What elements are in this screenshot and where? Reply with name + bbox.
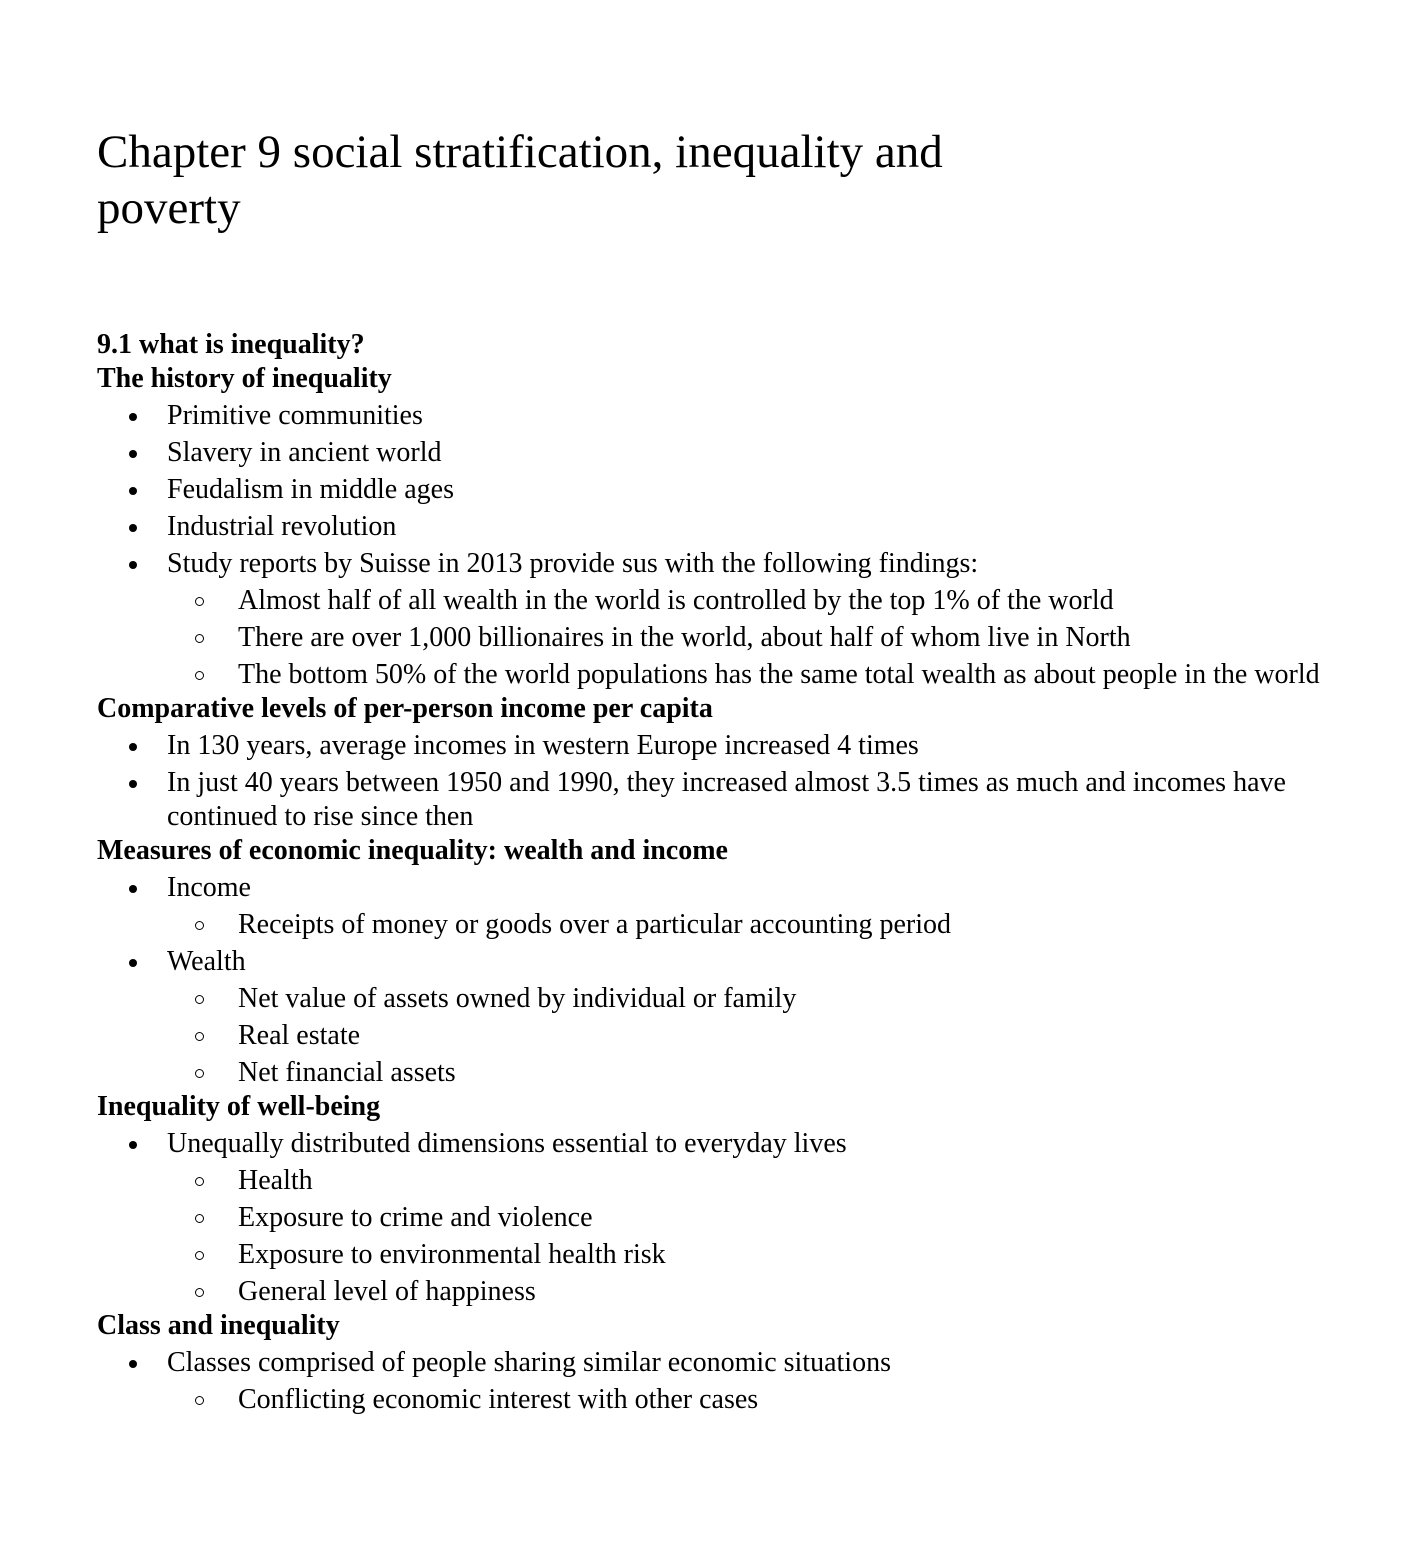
bullet-circle-icon xyxy=(195,671,204,680)
list-item-text: In 130 years, average incomes in western Europe increased 4 times xyxy=(167,730,919,761)
list-item-text: Feudalism in middle ages xyxy=(167,474,454,505)
bullet-circle-icon xyxy=(195,634,204,643)
section-heading: The history of inequality xyxy=(97,363,392,394)
bullet-circle-icon xyxy=(195,1177,204,1186)
sub-list-item xyxy=(97,658,1418,692)
bullet-disc-icon xyxy=(129,524,137,532)
sub-list-item xyxy=(97,1238,1200,1272)
bullet-circle-icon xyxy=(195,921,204,930)
bullet-list xyxy=(97,399,1320,692)
list-item xyxy=(97,945,1200,979)
list-item-text: Income xyxy=(167,872,251,903)
list-item-text: Unequally distributed dimensions essential to everyday lives xyxy=(167,1128,847,1159)
bullet-disc-icon xyxy=(129,885,137,893)
section-heading: Measures of economic inequality: wealth and income xyxy=(97,835,728,866)
sub-list-item-text: Health xyxy=(238,1165,313,1196)
section-heading: Inequality of well-being xyxy=(97,1091,381,1122)
sub-list-item xyxy=(97,1164,1200,1198)
sub-list-item-text: There are over 1,000 billionaires in the world, about half of whom live in North xyxy=(238,622,1131,653)
document-content xyxy=(97,124,1320,1436)
sub-list-item xyxy=(97,1383,1200,1417)
sub-list-item-text: Conflicting economic interest with other cases xyxy=(238,1384,759,1415)
list-item xyxy=(97,436,1200,470)
list-item xyxy=(97,871,1200,905)
sub-list-item xyxy=(97,1019,1200,1053)
bullet-disc-icon xyxy=(129,780,137,788)
bullet-list xyxy=(97,1127,1200,1309)
list-item-text: Wealth xyxy=(167,946,246,977)
list-item-text: Slavery in ancient world xyxy=(167,437,442,468)
section-heading: Class and inequality xyxy=(97,1310,340,1341)
sub-list-item-text: Almost half of all wealth in the world is controlled by the top 1% of the world xyxy=(238,585,1114,616)
bullet-disc-icon xyxy=(129,413,137,421)
bullet-circle-icon xyxy=(195,1288,204,1297)
list-item-text: Study reports by Suisse in 2013 provide sus with the following findings: xyxy=(167,548,979,579)
bullet-list xyxy=(97,1346,1200,1417)
sub-list-item-text: Net value of assets owned by individual or family xyxy=(238,983,797,1014)
bullet-disc-icon xyxy=(129,743,137,751)
bullet-disc-icon xyxy=(129,561,137,569)
bullet-circle-icon xyxy=(195,1032,204,1041)
list-item xyxy=(97,766,1347,834)
list-item-text: Primitive communities xyxy=(167,400,423,431)
sub-list-item-text: Real estate xyxy=(238,1020,361,1051)
sub-list-item xyxy=(97,621,1200,655)
list-item xyxy=(97,729,1200,763)
sub-list-item-text: The bottom 50% of the world populations has the same total wealth as about people in the world xyxy=(238,659,1320,690)
sub-list-item-text: Receipts of money or goods over a particular accounting period xyxy=(238,909,951,940)
bullet-disc-icon xyxy=(129,487,137,495)
title-spacer xyxy=(97,236,1200,328)
list-item xyxy=(97,399,1200,433)
bullet-circle-icon xyxy=(195,1396,204,1405)
list-item xyxy=(97,1346,1200,1380)
bullet-circle-icon xyxy=(195,597,204,606)
bullet-disc-icon xyxy=(129,1141,137,1149)
sub-list-item-text: Exposure to environmental health risk xyxy=(238,1239,666,1270)
sub-list-item xyxy=(97,982,1200,1016)
bullet-circle-icon xyxy=(195,1214,204,1223)
sub-list-item xyxy=(97,1056,1200,1090)
sub-list-item xyxy=(97,1201,1200,1235)
sections-container xyxy=(97,328,1320,1417)
list-item-text: Classes comprised of people sharing similar economic situations xyxy=(167,1347,891,1378)
list-item-text: In just 40 years between 1950 and 1990, they increased almost 3.5 times as much and incomes have continued to rise since then xyxy=(167,767,1286,832)
section-heading: Comparative levels of per-person income per capita xyxy=(97,693,713,724)
list-item xyxy=(97,1127,1200,1161)
bullet-disc-icon xyxy=(129,959,137,967)
list-item xyxy=(97,510,1200,544)
sub-list-item-text: General level of happiness xyxy=(238,1276,536,1307)
document-title: Chapter 9 social stratification, inequality and poverty xyxy=(97,126,943,234)
bullet-circle-icon xyxy=(195,1069,204,1078)
list-item xyxy=(97,547,1347,581)
bullet-circle-icon xyxy=(195,995,204,1004)
bullet-list xyxy=(97,729,1286,834)
sub-list-item xyxy=(97,908,1200,942)
sub-list-item xyxy=(97,1275,1200,1309)
list-item xyxy=(97,473,1200,507)
bullet-disc-icon xyxy=(129,450,137,458)
list-item-text: Industrial revolution xyxy=(167,511,397,542)
sub-list-item-text: Net financial assets xyxy=(238,1057,456,1088)
bullet-disc-icon xyxy=(129,1360,137,1368)
sub-list-item xyxy=(97,584,1200,618)
bullet-list xyxy=(97,871,1200,1090)
bullet-circle-icon xyxy=(195,1251,204,1260)
section-heading: 9.1 what is inequality? xyxy=(97,329,365,360)
sub-list-item-text: Exposure to crime and violence xyxy=(238,1202,593,1233)
